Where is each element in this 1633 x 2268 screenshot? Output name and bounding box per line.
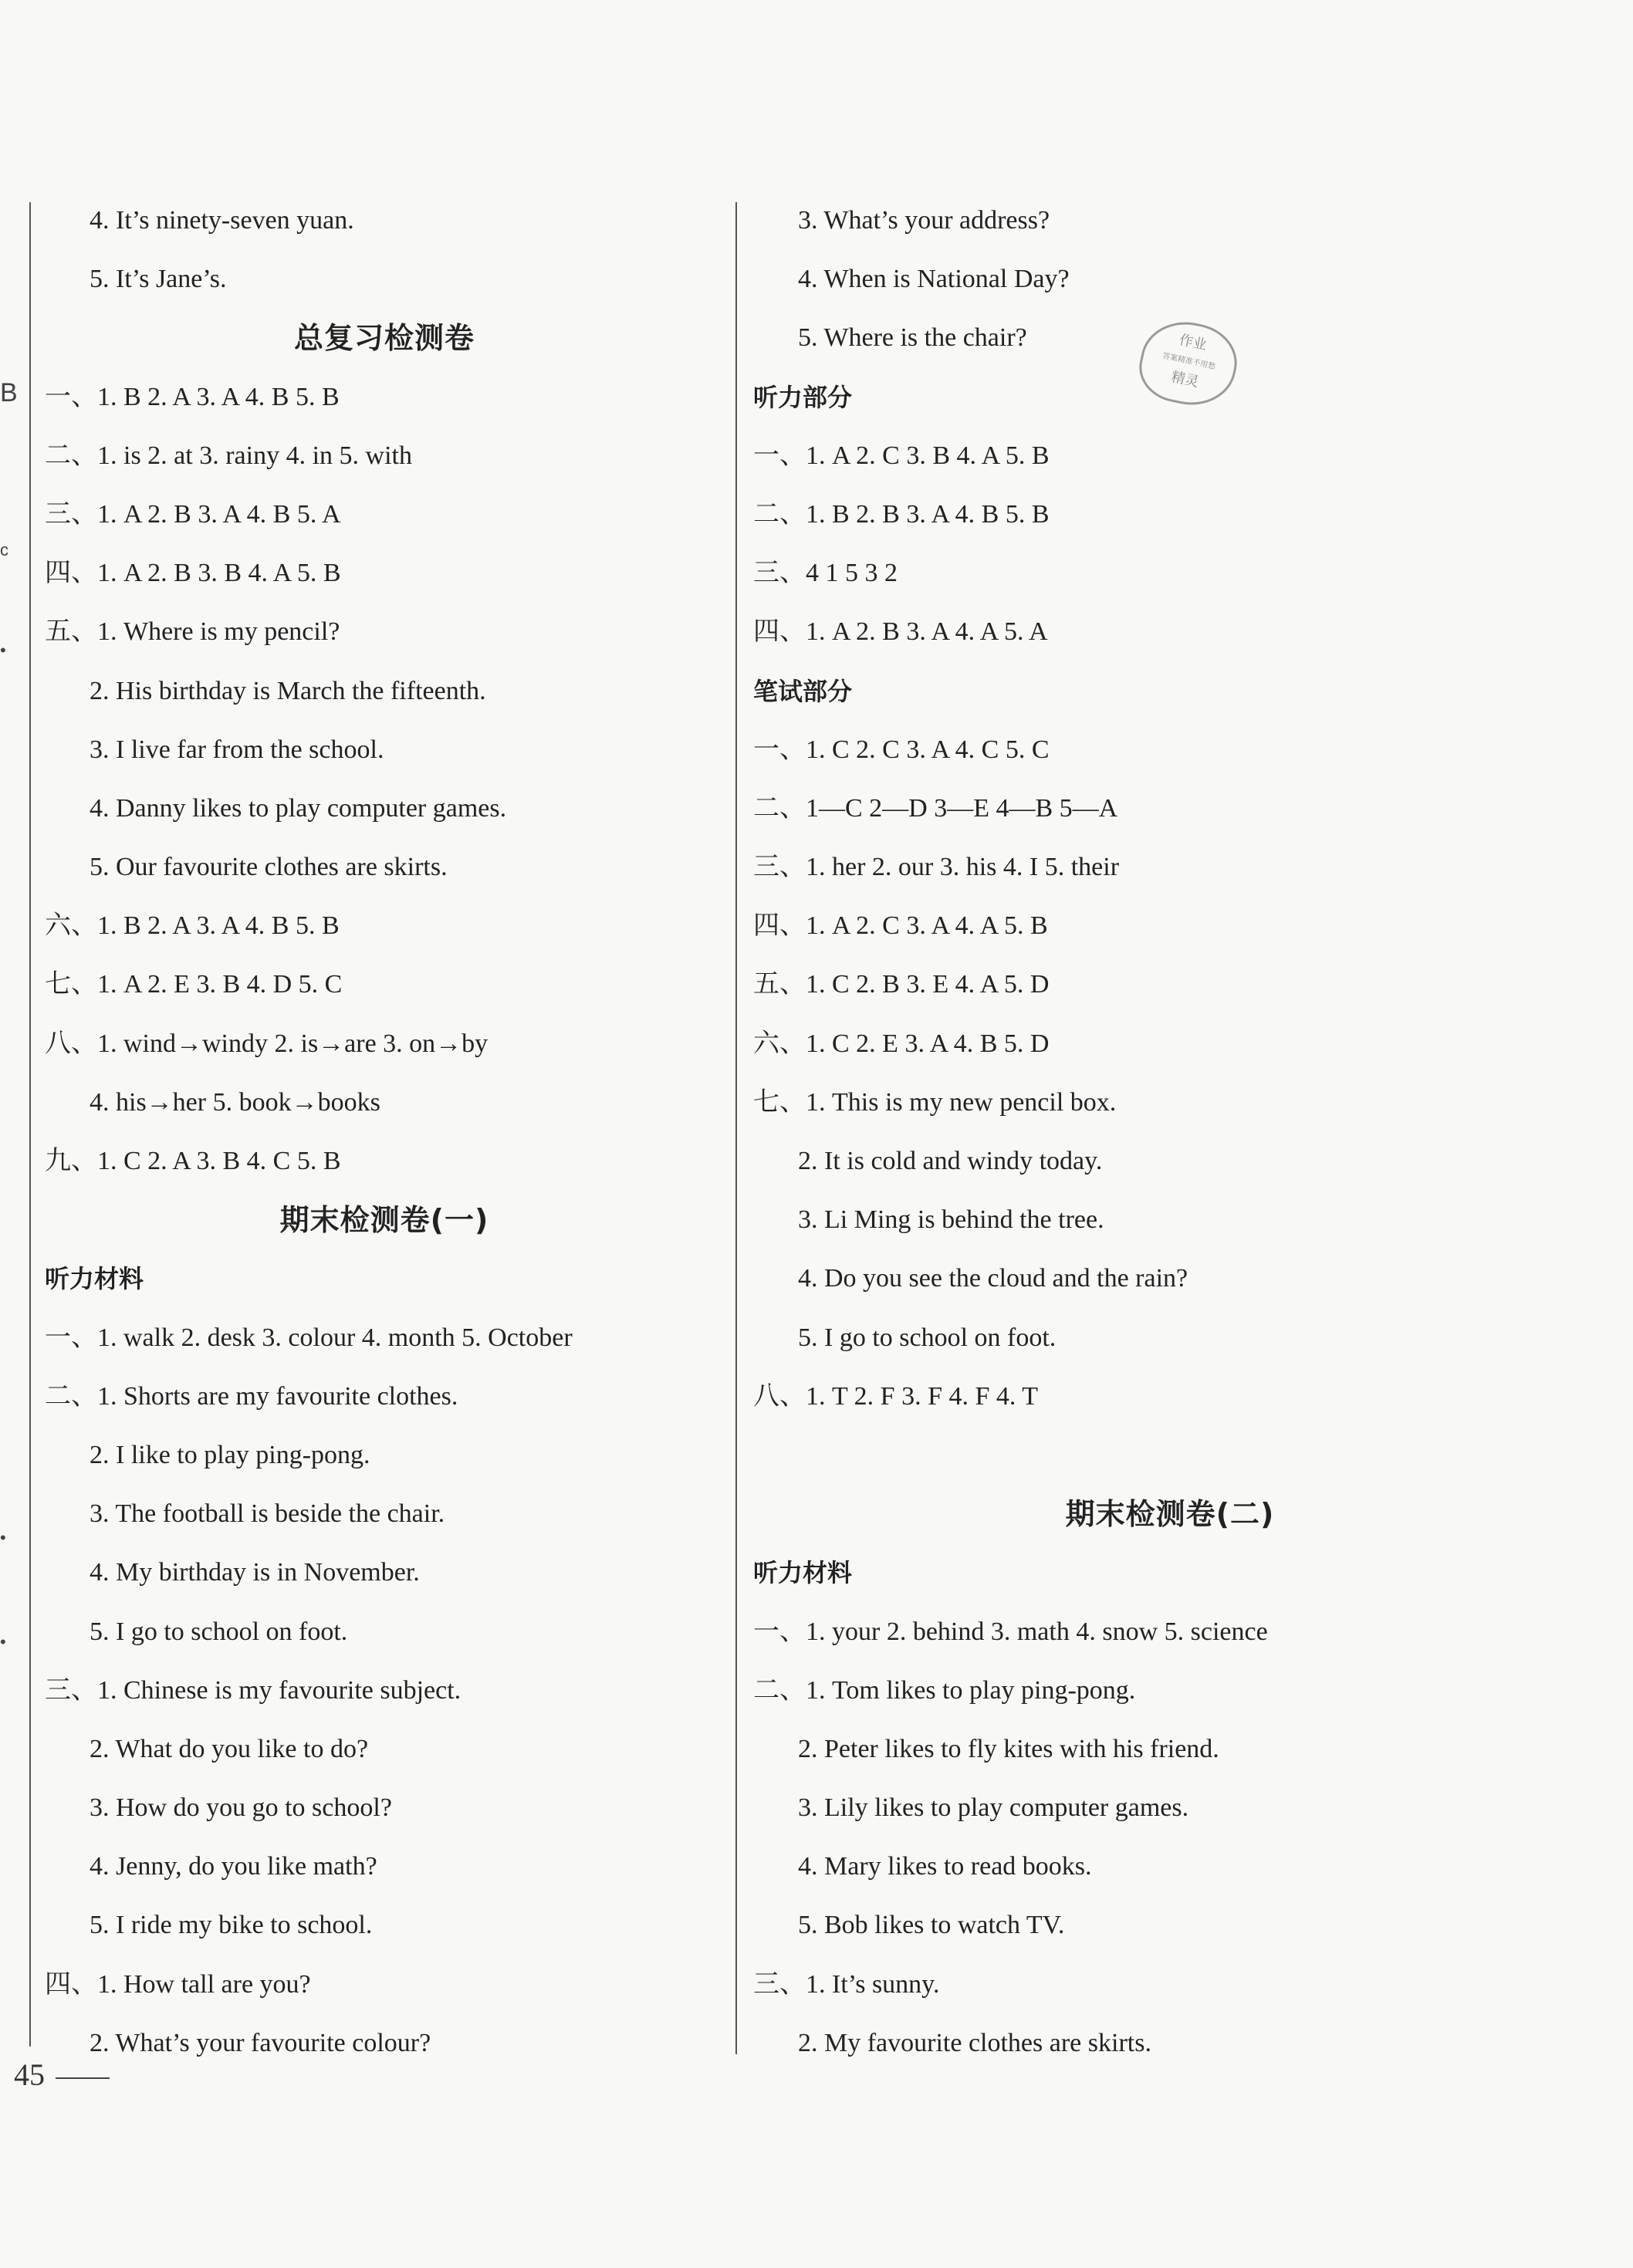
answer-line: 4. his→her 5. book→books bbox=[90, 1087, 380, 1117]
answer-line: 3. Lily likes to play computer games. bbox=[798, 1793, 1189, 1823]
answer-line: 六、1. C 2. E 3. A 4. B 5. D bbox=[753, 1029, 1050, 1058]
answer-line: 3. What’s your address? bbox=[798, 206, 1050, 235]
page-number-dash bbox=[56, 2077, 110, 2079]
answer-line: 5. I go to school on foot. bbox=[798, 1323, 1057, 1352]
answer-line: 六、1. B 2. A 3. A 4. B 5. B bbox=[45, 911, 340, 941]
answer-line: 五、1. C 2. B 3. E 4. A 5. D bbox=[753, 970, 1050, 999]
answer-line: 4. Jenny, do you like math? bbox=[90, 1852, 377, 1881]
answer-line: 三、1. It’s sunny. bbox=[753, 1969, 940, 1999]
answer-line: 2. His birthday is March the fifteenth. bbox=[90, 676, 486, 705]
answer-line: 一、1. C 2. C 3. A 4. C 5. C bbox=[753, 735, 1050, 764]
answer-line: 4. It’s ninety-seven yuan. bbox=[90, 206, 354, 235]
answer-line: 九、1. C 2. A 3. B 4. C 5. B bbox=[45, 1147, 341, 1175]
answer-line: 2. It is cold and windy today. bbox=[798, 1147, 1103, 1175]
answer-line: 二、1—C 2—D 3—E 4—B 5—A bbox=[753, 793, 1118, 823]
answer-line: 五、1. Where is my pencil? bbox=[45, 617, 340, 647]
page-number bbox=[14, 2057, 110, 2093]
answer-line: 一、1. A 2. C 3. B 4. A 5. B bbox=[753, 441, 1050, 470]
edge-mark: • bbox=[0, 641, 6, 660]
page-number-text: 45 bbox=[14, 2057, 45, 2092]
answer-line: 4. Danny likes to play computer games. bbox=[90, 793, 507, 823]
answer-line: 2. Peter likes to fly kites with his friend. bbox=[798, 1734, 1219, 1763]
answer-line: 5. I go to school on foot. bbox=[90, 1617, 348, 1646]
watermark-stamp: 作业 答案精准不用愁 精灵 bbox=[1133, 313, 1243, 413]
column-divider bbox=[735, 202, 737, 2054]
answer-line: 七、1. A 2. E 3. B 4. D 5. C bbox=[45, 970, 343, 999]
edge-mark: • bbox=[0, 1632, 6, 1651]
edge-mark: c bbox=[0, 540, 8, 559]
answer-line: 四、1. A 2. B 3. A 4. A 5. A bbox=[753, 617, 1048, 647]
left-column bbox=[45, 191, 724, 2073]
blank-line bbox=[753, 1426, 1587, 1485]
answer-line: 2. What’s your favourite colour? bbox=[90, 2028, 431, 2057]
answer-line: 3. Li Ming is behind the tree. bbox=[798, 1205, 1104, 1235]
answer-line: 4. My birthday is in November. bbox=[90, 1558, 420, 1587]
answer-line: 4. Mary likes to read books. bbox=[798, 1852, 1092, 1881]
edge-mark: B bbox=[0, 378, 18, 407]
answer-line: 3. I live far from the school. bbox=[90, 735, 384, 764]
answer-line: 一、1. B 2. A 3. A 4. B 5. B bbox=[45, 382, 340, 411]
answer-line: 二、1. Tom likes to play ping-pong. bbox=[753, 1675, 1136, 1705]
answer-line: 三、4 1 5 3 2 bbox=[753, 559, 898, 588]
answer-line: 二、1. Shorts are my favourite clothes. bbox=[45, 1381, 458, 1411]
answer-line: 八、1. wind→windy 2. is→are 3. on→by bbox=[45, 1029, 489, 1058]
answer-line: 八、1. T 2. F 3. F 4. F 4. T bbox=[753, 1381, 1039, 1411]
answer-line: 3. How do you go to school? bbox=[90, 1793, 392, 1823]
answer-line: 二、1. is 2. at 3. rainy 4. in 5. with bbox=[45, 441, 412, 470]
answer-line: 七、1. This is my new pencil box. bbox=[753, 1087, 1117, 1117]
section-subhead: 听力材料 bbox=[45, 1264, 144, 1294]
answer-line: 5. Bob likes to watch TV. bbox=[798, 1911, 1065, 1940]
answer-line: 2. I like to play ping-pong. bbox=[90, 1440, 370, 1469]
answer-line: 4. Do you see the cloud and the rain? bbox=[798, 1264, 1188, 1293]
answer-line: 四、1. A 2. B 3. B 4. A 5. B bbox=[45, 559, 341, 588]
answer-line: 四、1. How tall are you? bbox=[45, 1969, 311, 1999]
answer-line: 四、1. A 2. C 3. A 4. A 5. B bbox=[753, 911, 1048, 941]
answer-line: 三、1. Chinese is my favourite subject. bbox=[45, 1675, 462, 1705]
section-title: 总复习检测卷 bbox=[293, 321, 475, 356]
answer-line: 5. It’s Jane’s. bbox=[90, 265, 227, 294]
answer-line: 三、1. her 2. our 3. his 4. I 5. their bbox=[753, 853, 1120, 882]
section-title: 期末检测卷(二) bbox=[1065, 1497, 1275, 1532]
answer-line: 2. What do you like to do? bbox=[90, 1734, 369, 1763]
section-subhead: 听力部分 bbox=[753, 382, 853, 412]
answer-line: 一、1. your 2. behind 3. math 4. snow 5. science bbox=[753, 1617, 1268, 1646]
answer-line: 3. The football is beside the chair. bbox=[90, 1499, 445, 1529]
answer-line: 5. I ride my bike to school. bbox=[90, 1911, 373, 1940]
section-title: 期末检测卷(一) bbox=[279, 1203, 489, 1238]
answer-line: 4. When is National Day? bbox=[798, 265, 1070, 294]
answer-line: 一、1. walk 2. desk 3. colour 4. month 5. October bbox=[45, 1323, 573, 1352]
left-margin-rule bbox=[29, 202, 31, 2047]
answer-line: 5. Where is the chair? bbox=[798, 323, 1027, 353]
edge-mark: • bbox=[0, 1528, 6, 1547]
section-subhead: 听力材料 bbox=[753, 1558, 853, 1588]
answer-line: 二、1. B 2. B 3. A 4. B 5. B bbox=[753, 499, 1050, 529]
right-column bbox=[753, 191, 1587, 2073]
answer-line: 2. My favourite clothes are skirts. bbox=[798, 2028, 1151, 2057]
section-subhead: 笔试部分 bbox=[753, 676, 853, 706]
answer-line: 5. Our favourite clothes are skirts. bbox=[90, 853, 448, 882]
answer-line: 三、1. A 2. B 3. A 4. B 5. A bbox=[45, 499, 341, 529]
